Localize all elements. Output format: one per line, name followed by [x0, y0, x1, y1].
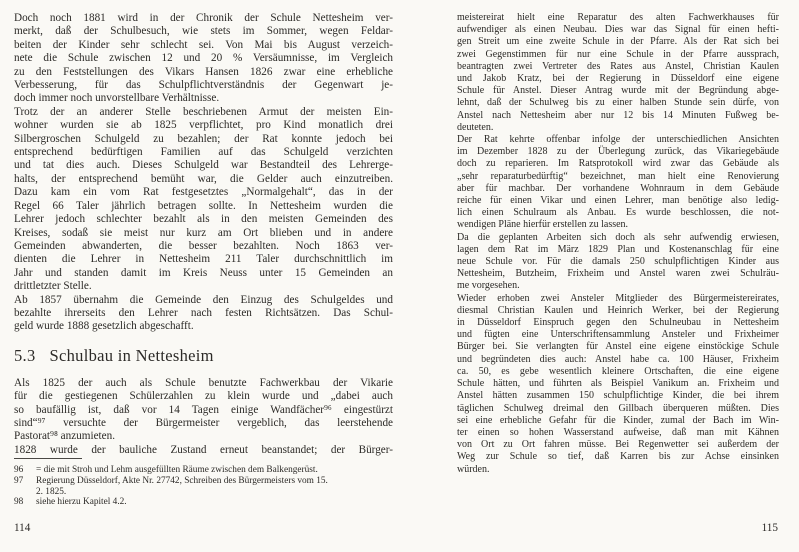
page-number-left: 114: [14, 522, 31, 534]
text-line: geld wurde 1888 gesetzlich abgeschafft.: [14, 320, 194, 333]
paragraph: [457, 12, 779, 134]
page-right-text-column: [457, 12, 779, 476]
text-line: Weg zur Schule so tief, daß Karren bis zur Achse einsinken: [457, 451, 779, 463]
section-number: 5.3: [14, 345, 36, 365]
text-line: zu den Feststellungen des Vikars Hansen 1826 zwar eine erhebliche: [14, 65, 393, 78]
footnote-line: 2. 1825.: [36, 486, 67, 497]
text-line: und Jakob Kratz, bei der Regierung in Düsseldorf eine eigene: [457, 73, 779, 85]
paragraph: [14, 444, 393, 457]
text-line: entsprechend bedürftigen Familien auf das Schulgeld verzichten: [14, 146, 393, 159]
text-line: lagen dem Rat im März 1829 Plan und Kostenanschlag für eine: [457, 243, 779, 255]
footnote-number: 98: [14, 497, 24, 508]
text-line: Als 1825 der auch als Schule benutzte Fachwerkbau der Vikarie: [14, 376, 393, 389]
text-line: Anstel nach Nettesheim aber nur 12 bis 14 Minuten Fußweg be-: [457, 109, 779, 121]
text-line: Bürger bei. Sie verlangten für Anstel eine eigene einstöckige Schule: [457, 341, 779, 353]
paragraph: [457, 232, 779, 293]
text-line: Silbergroschen Schulgeld zu bezahlen; der Rat konnte jedoch bei: [14, 132, 393, 145]
footnote-line: siehe hierzu Kapitel 4.2.: [36, 497, 127, 508]
footnote-number: 97: [14, 475, 24, 486]
text-line: gen Streit um eine zweite Schule in der Pfarre. Als der Rat sich bei: [457, 36, 779, 48]
text-line: doch zu reparieren. Im Ratsprotokoll wird zwar das Gebäude als: [457, 158, 779, 170]
text-line: lehnt, daß der Schulweg bis zu einer halben Stunde sein dürfe, von: [457, 97, 779, 109]
text-line: zwei Gegenstimmen für nur eine Schule in der Pfarre aussprach,: [457, 48, 779, 60]
text-line: Wieder erhoben zwei Ansteler Mitglieder des Bürgermeistereirates,: [457, 292, 779, 304]
text-line: doch immer noch unvorstellbare Verhältnisse.: [14, 92, 220, 105]
text-line: Trotz der an anderer Stelle beschriebenen Armut der meisten Ein-: [14, 105, 393, 118]
text-line: drittletzter Stelle.: [14, 280, 92, 293]
paragraph: [14, 377, 393, 444]
footnote-text: [36, 465, 393, 476]
footnote-separator-rule: [14, 458, 82, 459]
text-line: für die gestiegenen Schülerzahlen zu klein wurde und „dabei auch: [14, 390, 393, 403]
text-line: dienten die Lehrer in Nettesheim 211 Taler durchschnittlich im: [14, 253, 393, 266]
text-line: aber für machbar. Der vorhandene Wohnraum in dem Gebäude: [457, 182, 779, 194]
footnote-line: = die mit Stroh und Lehm ausgefüllten Räume zwischen dem Balkengerüst.: [36, 465, 318, 475]
footnote-text: [36, 497, 393, 508]
text-line: neue Schule vor. Für die damals 250 schulpflichtigen Kinder aus: [457, 256, 779, 268]
footnote: [14, 476, 393, 498]
page-number-right: 115: [761, 522, 778, 534]
footnote-text: [36, 476, 393, 498]
text-line: Schule für Anstel. Dieser Antrag wurde mit der Begründung abge-: [457, 85, 779, 97]
text-line: Schule hätten, und führten als Beispiel Vanikum an. Frixheim und: [457, 378, 779, 390]
text-line: ca. 50, es gebe wesentlich kleinere Ortschaften, die eine eigene: [457, 365, 779, 377]
page-left-text-column: [14, 12, 393, 457]
text-line: aufwendiger als einen Neubau. Dies war das Signal für einen hefti-: [457, 24, 779, 36]
text-line: Jahr und standen damit im Kreis Neuss unter 15 Gemeinden an: [14, 266, 393, 279]
text-line: Kreises, sodaß sie meist nur kurz am Ort blieben und in andere: [14, 226, 393, 239]
footnote-line: Regierung Düsseldorf, Akte Nr. 27742, Schreiben des Bürgermeisters vom 15.: [36, 475, 328, 486]
text-line: ter einen so hohen Wasserstand aufweise, daß man mit Kähnen: [457, 426, 779, 438]
text-line: reiche für einen Vikar und einen Lehrer, man benötige also ledig-: [457, 195, 779, 207]
section-heading: [14, 343, 393, 369]
text-line: sind“⁹⁷ versuchte der Bürgermeister vergeblich, das leerstehende: [14, 416, 393, 429]
text-line: diesmal Christian Kaulen und Heinrich Werker, bei der Regierung: [457, 304, 779, 316]
text-line: würden.: [457, 463, 490, 475]
footnote: [14, 497, 393, 508]
text-line: Der Rat kehrte offenbar infolge der unterschiedlichen Ansichten: [457, 134, 779, 146]
text-line: beiten der Kinder sehr schlecht sei. Von Mai bis August verzeich-: [14, 38, 393, 51]
text-line: und tat dies auch. Dieses Schulgeld war Bestandteil des Lehrerge-: [14, 159, 393, 172]
text-line: Dazu kam ein vom Rat festgesetztes „Normalgehalt“, das in der: [14, 186, 393, 199]
paragraph: [457, 293, 779, 476]
text-line: nete die Schule zwischen 12 und 20 % Versäumnisse, im Vergleich: [14, 52, 393, 65]
text-line: Anstel hätten zusammen 150 schulpflichtige Kinder, die bei ihrem: [457, 390, 779, 402]
text-line: sei eine erhebliche Gefahr für die Kinder, zumal der Bach im Win-: [457, 414, 779, 426]
text-line: me vorgesehen.: [457, 280, 520, 292]
paragraph: [457, 134, 779, 232]
text-line: beantragten zwei Vertreter des Rates aus Anstel, Christian Kaulen: [457, 60, 779, 72]
text-line: wohner wurden sie ab 1825 verpflichtet, pro Kind monatlich drei: [14, 119, 393, 132]
text-line: deuteten.: [457, 121, 494, 133]
text-line: Lehrer jedoch schlechter bezahlt als in den meisten Gemeinden des: [14, 213, 393, 226]
text-line: meistereirat hielt eine Reparatur des alten Fachwerkhauses für: [457, 12, 779, 23]
text-line: bezahlte ihrerseits den Lehrer nach festen Richtsätzen. Das Schul-: [14, 306, 393, 319]
text-line: im Dezember 1828 zu der Überlegung zurück, das Vikariegebäude: [457, 146, 779, 158]
text-line: wendigen Pläne hierfür erstellen zu lassen.: [457, 219, 629, 231]
text-line: Pastorat⁹⁸ anzumieten.: [14, 430, 115, 443]
footnote: [14, 465, 393, 476]
text-line: merkt, daß der Schulbesuch, wie stets im Sommer, wegen Feldar-: [14, 25, 393, 38]
text-line: Doch noch 1881 wird in der Chronik der Schule Nettesheim ver-: [14, 12, 393, 24]
text-line: Da die geplanten Arbeiten sich doch als sehr aufwendig erwiesen,: [457, 231, 779, 243]
text-line: halts, der entsprechend bemüht war, die Gelder auch einzutreiben.: [14, 172, 393, 185]
footnote-list: [14, 465, 393, 508]
text-line: von Ort zu Ort fahren müsse. Bei Regenwetter sei außerdem der: [457, 439, 779, 451]
text-line: und begründeten dies auch: Anstel habe ca. 100 Häuser, Frixheim: [457, 353, 779, 365]
paragraph: [14, 294, 393, 334]
text-line: und fügten eine Unterschriftensammlung Ansteler und Frixheimer: [457, 329, 779, 341]
text-line: 1828 wurde der bauliche Zustand erneut beanstandet; der Bürger-: [14, 443, 393, 456]
text-line: „sehr reparaturbedürftig“ bezeichnet, man hielt eine Renovierung: [457, 170, 779, 182]
section-title: Schulbau in Nettesheim: [49, 345, 214, 365]
text-line: Verbesserung, für das Schulpflichtverständnis der Gegenwart je-: [14, 79, 393, 92]
paragraph: [14, 106, 393, 294]
text-line: in Düsseldorf Einspruch gegen den Schulneubau in Nettesheim: [457, 317, 779, 329]
footnote-section: [14, 458, 393, 508]
text-line: Regel 66 Taler jährlich betragen sollte. In Nettesheim wurden die: [14, 199, 393, 212]
text-line: Gemeinden abwanderten, die besser bezahlten. Noch 1863 ver-: [14, 239, 393, 252]
text-line: Nettesheim, Butzheim, Frixheim und Anstel waren zwei Schulräu-: [457, 268, 779, 280]
text-line: lich einen Schulraum als Anbau. Es wurde beschlossen, die not-: [457, 207, 779, 219]
footnote-number: 96: [14, 465, 24, 475]
text-line: so baufällig ist, daß vor 14 Tagen einige Wandfächer⁹⁶ eingestürzt: [14, 403, 393, 416]
text-line: täglichen Schulweg dreimal den Gillbach überqueren müßten. Dies: [457, 402, 779, 414]
text-line: Ab 1857 übernahm die Gemeinde den Einzug des Schulgeldes und: [14, 293, 393, 306]
paragraph: [14, 12, 393, 106]
